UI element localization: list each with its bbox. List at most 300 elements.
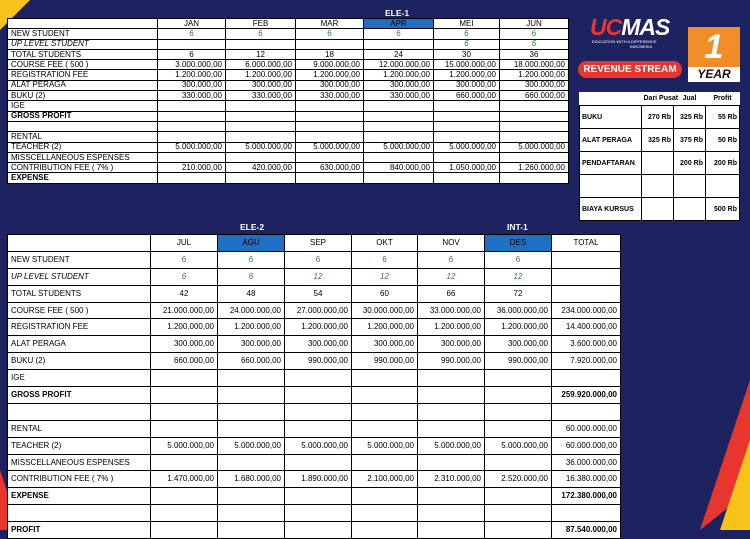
table-cell: 1.200.000,00 — [285, 319, 352, 336]
month-header-mei: MEI — [434, 19, 500, 29]
row-label: EXPENSE — [8, 488, 151, 505]
table-cell — [151, 403, 218, 420]
revenue-header-cell: Dari Pusat — [642, 92, 674, 106]
table-cell — [285, 454, 352, 471]
table-row — [8, 353, 621, 370]
table-cell — [552, 285, 621, 302]
table-cell: 24 — [364, 49, 434, 59]
row-label: UP LEVEL STUDENT — [8, 268, 151, 285]
table-cell — [151, 420, 218, 437]
table-cell: 1.200.000,00 — [418, 319, 485, 336]
table-cell — [485, 454, 552, 471]
table-cell: 330.000,00 — [364, 91, 434, 101]
table-cell: 5.000.000,00 — [226, 142, 296, 152]
row-label: MISSCELLANEOUS ESPENSES — [8, 152, 158, 162]
table-cell — [285, 420, 352, 437]
revenue-header-cell: Jual — [674, 92, 706, 106]
table-cell: 3.000.000,00 — [158, 60, 226, 70]
table-cell: 300.000,00 — [434, 80, 500, 90]
table-row — [8, 91, 569, 101]
table-cell: 1.890.000,00 — [285, 471, 352, 488]
table-row — [8, 471, 621, 488]
table-cell — [418, 522, 485, 539]
table-cell — [285, 370, 352, 387]
table-cell — [434, 111, 500, 121]
table-cell: 5.000.000,00 — [352, 437, 418, 454]
table-row — [8, 437, 621, 454]
table-row — [8, 132, 569, 142]
row-label: CONTRIBUTION FEE ( 7% ) — [8, 163, 158, 173]
table-cell: 12 — [226, 49, 296, 59]
table-cell: 5.000.000,00 — [434, 142, 500, 152]
revenue-row-label — [580, 175, 642, 198]
table-cell: 259.920.000,00 — [552, 387, 621, 404]
table-cell: 420.000,00 — [226, 163, 296, 173]
table-cell — [364, 121, 434, 131]
year-label: YEAR — [688, 67, 740, 82]
table-cell: 300.000,00 — [418, 336, 485, 353]
row-label: RENTAL — [8, 420, 151, 437]
month-header-nov: NOV — [418, 235, 485, 252]
revenue-header-row — [580, 92, 740, 106]
table-cell — [418, 403, 485, 420]
table-cell — [485, 370, 552, 387]
table-cell: 1.200.000,00 — [226, 70, 296, 80]
row-label: GROSS PROFIT — [8, 111, 158, 121]
ele1-table — [7, 18, 569, 184]
row-label — [8, 403, 151, 420]
table-cell — [296, 111, 364, 121]
table-cell — [296, 152, 364, 162]
table-cell: 5.000.000,00 — [151, 437, 218, 454]
table-cell: 30 — [434, 49, 500, 59]
table-cell: 18.000.000,00 — [500, 60, 569, 70]
table-cell: 5.000.000,00 — [285, 437, 352, 454]
table-cell: 6 — [434, 29, 500, 39]
table-cell: 30.000.000,00 — [352, 302, 418, 319]
table-cell — [218, 488, 285, 505]
revenue-cell — [674, 198, 706, 221]
table-row — [8, 302, 621, 319]
row-label: CONTRIBUTION FEE ( 7% ) — [8, 471, 151, 488]
table-cell — [434, 121, 500, 131]
table-row — [8, 80, 569, 90]
table-cell: 60.000.000,00 — [552, 437, 621, 454]
table-header-row — [8, 235, 621, 252]
table-cell: 42 — [151, 285, 218, 302]
ucmas-logo: UCMAS EDUCATION WITH A DIFFERENCE INDONESIA — [590, 14, 670, 49]
table-cell — [552, 370, 621, 387]
table-cell: 36.000.000,00 — [485, 302, 552, 319]
revenue-cell — [642, 175, 674, 198]
table-cell: 72 — [485, 285, 552, 302]
table-row — [8, 111, 569, 121]
table-cell: 6 — [418, 251, 485, 268]
table-cell: 6 — [485, 251, 552, 268]
table-cell — [500, 111, 569, 121]
month-header-sep: SEP — [285, 235, 352, 252]
table-row — [8, 285, 621, 302]
revenue-cell: 200 Rb — [674, 152, 706, 175]
table-cell: 36 — [500, 49, 569, 59]
table-cell: 660.000,00 — [434, 91, 500, 101]
table-cell: 5.000.000,00 — [158, 142, 226, 152]
row-label: ALAT PERAGA — [8, 336, 151, 353]
table-cell: 6.000.000,00 — [226, 60, 296, 70]
table-cell: 630.000,00 — [296, 163, 364, 173]
table-row — [8, 522, 621, 539]
table-cell — [352, 505, 418, 522]
table-cell: 9.000.000,00 — [296, 60, 364, 70]
table-cell — [434, 101, 500, 111]
revenue-cell: 375 Rb — [674, 129, 706, 152]
row-label: IGE — [8, 101, 158, 111]
table-cell: 300.000,00 — [364, 80, 434, 90]
revenue-cell: 55 Rb — [706, 106, 740, 129]
table1-group-label: ELE-1 — [385, 8, 410, 18]
table-cell: 2.310.000,00 — [418, 471, 485, 488]
table-cell: 840.000,00 — [364, 163, 434, 173]
table-cell — [218, 505, 285, 522]
revenue-cell: 200 Rb — [706, 152, 740, 175]
table2-group-label-left: ELE-2 — [240, 222, 265, 232]
table-cell: 3.600.000,00 — [552, 336, 621, 353]
table-cell: 300.000,00 — [226, 80, 296, 90]
table-cell — [158, 101, 226, 111]
table-cell — [296, 101, 364, 111]
table-row — [8, 142, 569, 152]
table-cell: 12 — [352, 268, 418, 285]
table-cell: 2.520.000,00 — [485, 471, 552, 488]
table-cell — [485, 387, 552, 404]
row-label: UP LEVEL STUDENT — [8, 39, 158, 49]
table-cell: 1.200.000,00 — [500, 70, 569, 80]
table-cell: 990.000,00 — [485, 353, 552, 370]
table-cell — [418, 387, 485, 404]
table-cell — [364, 152, 434, 162]
table-cell — [552, 268, 621, 285]
table-cell: 12 — [485, 268, 552, 285]
row-label: NEW STUDENT — [8, 251, 151, 268]
table-cell — [285, 522, 352, 539]
table-cell — [226, 121, 296, 131]
table-cell: 6 — [226, 29, 296, 39]
ele2-int1-table — [7, 234, 621, 539]
table-cell — [151, 488, 218, 505]
table-header-row — [8, 19, 569, 29]
table-cell — [226, 132, 296, 142]
table-cell: 300.000,00 — [218, 336, 285, 353]
table-cell — [352, 522, 418, 539]
table-cell — [485, 505, 552, 522]
table-cell — [485, 522, 552, 539]
table-cell: 300.000,00 — [352, 336, 418, 353]
table-cell: 5.000.000,00 — [500, 142, 569, 152]
table-cell — [296, 173, 364, 183]
month-header-jun: JUN — [500, 19, 569, 29]
table-cell: 5.000.000,00 — [218, 437, 285, 454]
table-cell — [418, 454, 485, 471]
table-cell — [218, 454, 285, 471]
table-row — [8, 163, 569, 173]
table-cell: 234.000.000,00 — [552, 302, 621, 319]
revenue-row-label: BUKU — [580, 106, 642, 129]
table-cell: 300.000,00 — [285, 336, 352, 353]
revenue-table-body — [580, 92, 740, 221]
table-row — [8, 60, 569, 70]
table-row — [8, 268, 621, 285]
table-row — [8, 319, 621, 336]
table-cell: 6 — [285, 251, 352, 268]
table-cell — [500, 121, 569, 131]
table-cell — [352, 403, 418, 420]
row-label: COURSE FEE ( 500 ) — [8, 302, 151, 319]
revenue-cell — [674, 175, 706, 198]
table-cell: 36.000.000,00 — [552, 454, 621, 471]
table-cell — [218, 522, 285, 539]
table-cell: 6 — [434, 39, 500, 49]
table-cell: 1.200.000,00 — [151, 319, 218, 336]
table-cell — [364, 101, 434, 111]
corner-decoration-right — [690, 380, 750, 530]
row-label: REGISTRATION FEE — [8, 70, 158, 80]
table-cell: 6 — [352, 251, 418, 268]
table-cell: 5.000.000,00 — [418, 437, 485, 454]
row-label: IGE — [8, 370, 151, 387]
table-cell: 54 — [285, 285, 352, 302]
table-cell: 660.000,00 — [218, 353, 285, 370]
table-cell: 210.000,00 — [158, 163, 226, 173]
revenue-row — [580, 175, 740, 198]
table-cell: 60.000.000,00 — [552, 420, 621, 437]
table-cell: 6 — [158, 29, 226, 39]
row-label: BUKU (2) — [8, 91, 158, 101]
table-cell: 1.200.000,00 — [352, 319, 418, 336]
month-header-jul: JUL — [151, 235, 218, 252]
table-row — [8, 49, 569, 59]
table-cell — [296, 39, 364, 49]
month-header-des: DES — [485, 235, 552, 252]
table-cell: 6 — [364, 29, 434, 39]
row-label — [8, 121, 158, 131]
table-row — [8, 70, 569, 80]
revenue-row-label: BIAYA KURSUS — [580, 198, 642, 221]
row-label: TOTAL STUDENTS — [8, 49, 158, 59]
table-row — [8, 121, 569, 131]
row-label: NEW STUDENT — [8, 29, 158, 39]
table-cell: 27.000.000,00 — [285, 302, 352, 319]
table-cell — [158, 121, 226, 131]
table-cell — [158, 39, 226, 49]
table-cell — [500, 132, 569, 142]
table-cell — [352, 454, 418, 471]
month-header-agu: AGU — [218, 235, 285, 252]
header-label-cell — [8, 19, 158, 29]
table-cell: 6 — [158, 49, 226, 59]
table-cell: 1.200.000,00 — [485, 319, 552, 336]
table-cell — [226, 173, 296, 183]
table-cell — [552, 403, 621, 420]
table-cell — [151, 454, 218, 471]
table-cell: 1.200.000,00 — [434, 70, 500, 80]
revenue-stream-badge: REVENUE STREAM — [578, 61, 682, 78]
table-cell: 7.920.000,00 — [552, 353, 621, 370]
table-row — [8, 173, 569, 183]
table-cell — [151, 370, 218, 387]
table-cell — [158, 152, 226, 162]
table-cell: 87.540.000,00 — [552, 522, 621, 539]
table-cell: 1.050.000,00 — [434, 163, 500, 173]
table-cell — [285, 488, 352, 505]
table-cell: 300.000,00 — [296, 80, 364, 90]
revenue-stream-table — [579, 92, 740, 221]
table-cell — [218, 403, 285, 420]
table-cell — [364, 39, 434, 49]
month-header-mar: MAR — [296, 19, 364, 29]
table-cell — [500, 101, 569, 111]
header-label-cell — [8, 235, 151, 252]
table-cell — [158, 111, 226, 121]
table-cell — [364, 132, 434, 142]
table-cell — [285, 387, 352, 404]
table-cell — [352, 370, 418, 387]
table-cell — [434, 173, 500, 183]
row-label: PROFIT — [8, 522, 151, 539]
table-cell: 21.000.000,00 — [151, 302, 218, 319]
table-cell: 48 — [218, 285, 285, 302]
table-cell: 1.200.000,00 — [296, 70, 364, 80]
revenue-cell — [642, 152, 674, 175]
revenue-header-cell: Profit — [706, 92, 740, 106]
table-cell — [151, 522, 218, 539]
table-cell: 330.000,00 — [296, 91, 364, 101]
year-badge — [688, 27, 740, 82]
table-cell — [364, 111, 434, 121]
table-cell: 6 — [151, 251, 218, 268]
revenue-row-label: PENDAFTARAN — [580, 152, 642, 175]
table-cell — [485, 403, 552, 420]
table-cell: 330.000,00 — [158, 91, 226, 101]
table-cell — [500, 152, 569, 162]
row-label: EXPENSE — [8, 173, 158, 183]
table-cell: 6 — [296, 29, 364, 39]
table-cell: 6 — [218, 251, 285, 268]
table-cell — [151, 505, 218, 522]
revenue-cell: 270 Rb — [642, 106, 674, 129]
table-cell: 990.000,00 — [285, 353, 352, 370]
table-cell — [434, 132, 500, 142]
row-label: TOTAL STUDENTS — [8, 285, 151, 302]
month-header-apr: APR — [364, 19, 434, 29]
table-cell: 300.000,00 — [500, 80, 569, 90]
table-cell — [218, 420, 285, 437]
revenue-cell: 500 Rb — [706, 198, 740, 221]
table-cell: 14.400.000,00 — [552, 319, 621, 336]
table-cell: 1.200.000,00 — [364, 70, 434, 80]
table-row — [8, 370, 621, 387]
row-label: GROSS PROFIT — [8, 387, 151, 404]
row-label: REGISTRATION FEE — [8, 319, 151, 336]
table-cell — [418, 420, 485, 437]
ele1-table-body — [8, 19, 569, 184]
table-cell — [226, 111, 296, 121]
table-cell — [500, 173, 569, 183]
row-label: TEACHER (2) — [8, 437, 151, 454]
table-cell — [218, 387, 285, 404]
table-cell — [352, 420, 418, 437]
table-row — [8, 420, 621, 437]
table-row — [8, 387, 621, 404]
revenue-row — [580, 152, 740, 175]
table-cell: 172.380.000,00 — [552, 488, 621, 505]
table-cell — [158, 132, 226, 142]
revenue-cell: 50 Rb — [706, 129, 740, 152]
table-row — [8, 336, 621, 353]
table-cell: 300.000,00 — [158, 80, 226, 90]
table-cell — [285, 403, 352, 420]
table-row — [8, 152, 569, 162]
table-cell: 12 — [418, 268, 485, 285]
revenue-row-label: ALAT PERAGA — [580, 129, 642, 152]
table-cell: 6 — [500, 29, 569, 39]
table-cell — [552, 251, 621, 268]
table-cell: 660.000,00 — [151, 353, 218, 370]
row-label — [8, 505, 151, 522]
table-cell: 15.000.000,00 — [434, 60, 500, 70]
table-cell: 18 — [296, 49, 364, 59]
table-row — [8, 403, 621, 420]
month-header-feb: FEB — [226, 19, 296, 29]
table-row — [8, 454, 621, 471]
revenue-cell — [706, 175, 740, 198]
table-cell — [226, 39, 296, 49]
row-label: MISSCELLANEOUS ESPENSES — [8, 454, 151, 471]
table-cell: 660.000,00 — [500, 91, 569, 101]
table-cell: 1.200.000,00 — [218, 319, 285, 336]
row-label: COURSE FEE ( 500 ) — [8, 60, 158, 70]
revenue-row — [580, 106, 740, 129]
table-row — [8, 251, 621, 268]
table-cell: 12 — [285, 268, 352, 285]
row-label: BUKU (2) — [8, 353, 151, 370]
table-row — [8, 101, 569, 111]
row-label: RENTAL — [8, 132, 158, 142]
table-row — [8, 488, 621, 505]
revenue-row — [580, 129, 740, 152]
table-cell: 6 — [151, 268, 218, 285]
revenue-row — [580, 198, 740, 221]
table-cell: 1.200.000,00 — [158, 70, 226, 80]
revenue-cell: 325 Rb — [642, 129, 674, 152]
table-cell: 16.380.000,00 — [552, 471, 621, 488]
table-cell — [296, 132, 364, 142]
table-cell: 12.000.000,00 — [364, 60, 434, 70]
table-cell: 1.680.000,00 — [218, 471, 285, 488]
table-cell: 300.000,00 — [485, 336, 552, 353]
month-header-jan: JAN — [158, 19, 226, 29]
table-cell — [485, 488, 552, 505]
table-cell: 33.000.000,00 — [418, 302, 485, 319]
table-row — [8, 505, 621, 522]
table-cell — [552, 505, 621, 522]
table2-group-label-right: INT-1 — [507, 222, 528, 232]
month-header-total: TOTAL — [552, 235, 621, 252]
table-cell — [218, 370, 285, 387]
table-cell: 60 — [352, 285, 418, 302]
table-cell — [158, 173, 226, 183]
table-cell: 66 — [418, 285, 485, 302]
table-cell: 5.000.000,00 — [485, 437, 552, 454]
